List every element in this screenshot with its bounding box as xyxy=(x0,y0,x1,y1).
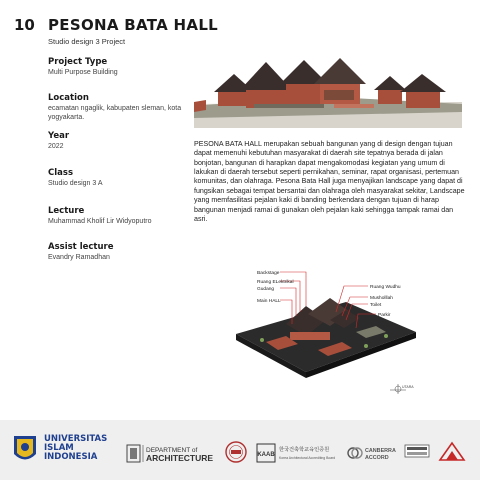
meta-label: Year xyxy=(48,131,70,141)
page-title: PESONA BATA HALL xyxy=(48,16,219,34)
label-toilet: Toilet xyxy=(370,303,382,308)
meta-label: Location xyxy=(48,93,89,103)
meta-label: Lecture xyxy=(48,206,85,216)
mountain-logo-icon xyxy=(438,440,466,464)
page-subtitle: Studio design 3 Project xyxy=(48,37,126,46)
department-name: ARCHITECTURE xyxy=(146,453,214,463)
page-number: 10 xyxy=(14,16,35,34)
department-prefix: DEPARTMENT of xyxy=(146,447,198,454)
label-ruang-wudhu: Ruang Wudhu xyxy=(370,285,401,290)
canberra-text: CANBERRA xyxy=(365,448,396,454)
meta-label: Class xyxy=(48,168,74,178)
university-line-1: UNIVERSITAS xyxy=(44,434,108,444)
university-line-3: INDONESIA xyxy=(44,451,98,462)
site-diagram xyxy=(226,262,426,400)
footer xyxy=(0,420,480,480)
kaab-english: Korea Architectural Accrediting Board xyxy=(279,456,336,460)
meta-value: 2022 xyxy=(48,143,64,150)
university-name xyxy=(44,435,107,462)
building-render-image xyxy=(194,44,462,128)
label-parkir: Parkir xyxy=(378,313,391,318)
project-description: PESONA BATA HALL merupakan sebuah bangunan yang di design dengan tujuan dapat memenuhi kebutuhan masyarakat di daerah site tepatnya berada di jalan bonjotan, bangunan di harapkan dapat mengakomodasi kegiatan yang umum di lakukan di daerah tersebut seperti pernikahan, seminar, rapat organisasi, pertemuan komunitas, dan olahraga. Pesona Bata Hall juga menyajikan landscape yang dapat di fungsikan sebagai tempat bersantai dan olahraga oleh masyarakat sekitar, Landscape yang memfasilitasi pejalan kaki di banding berkendara dengan tujuan di harap bangunan menjadi ramai di gunakan oleh pejalan kaki sehingga tampak ramai dan asri. xyxy=(194,140,465,223)
kaab-logo xyxy=(256,442,348,464)
meta-value: Multi Purpose Building xyxy=(48,69,118,76)
stars-rating-badge-icon xyxy=(404,442,430,462)
meta-assist-lecture xyxy=(48,242,188,262)
meta-location xyxy=(48,93,188,123)
accord-text: ACCORD xyxy=(365,455,389,461)
meta-value: Studio design 3 A xyxy=(48,180,103,187)
north-label: UTARA xyxy=(402,385,414,389)
meta-year xyxy=(48,131,188,151)
meta-label: Project Type xyxy=(48,57,108,67)
uii-crest-icon xyxy=(12,434,38,466)
label-backstage: Backstage xyxy=(257,271,280,276)
meta-value: Muhammad Kholif Lir Widyoputro xyxy=(48,218,152,225)
canberra-accord-logo xyxy=(346,442,398,464)
meta-project-type xyxy=(48,57,188,77)
department-logo xyxy=(126,442,214,466)
label-ruang-elektrikal: Ruang ELektrikal xyxy=(257,280,294,285)
label-gudang: Gudang xyxy=(257,287,275,292)
meta-value: Evandry Ramadhan xyxy=(48,254,110,261)
kaab-text: KAAB xyxy=(257,452,275,458)
kaab-korean: 한국건축학교육인증원 xyxy=(279,447,330,453)
accreditation-seal-icon xyxy=(224,440,248,466)
label-main-hall: Main HALL xyxy=(257,299,281,304)
meta-class xyxy=(48,168,188,188)
label-musholla: Musholllah xyxy=(370,296,393,301)
meta-label: Assist lecture xyxy=(48,242,114,252)
meta-lecture xyxy=(48,206,188,226)
meta-value: ecamatan ngaglik, kabupaten sleman, kota yogyakarta. xyxy=(48,105,182,122)
university-line-2: ISLAM xyxy=(44,442,74,453)
